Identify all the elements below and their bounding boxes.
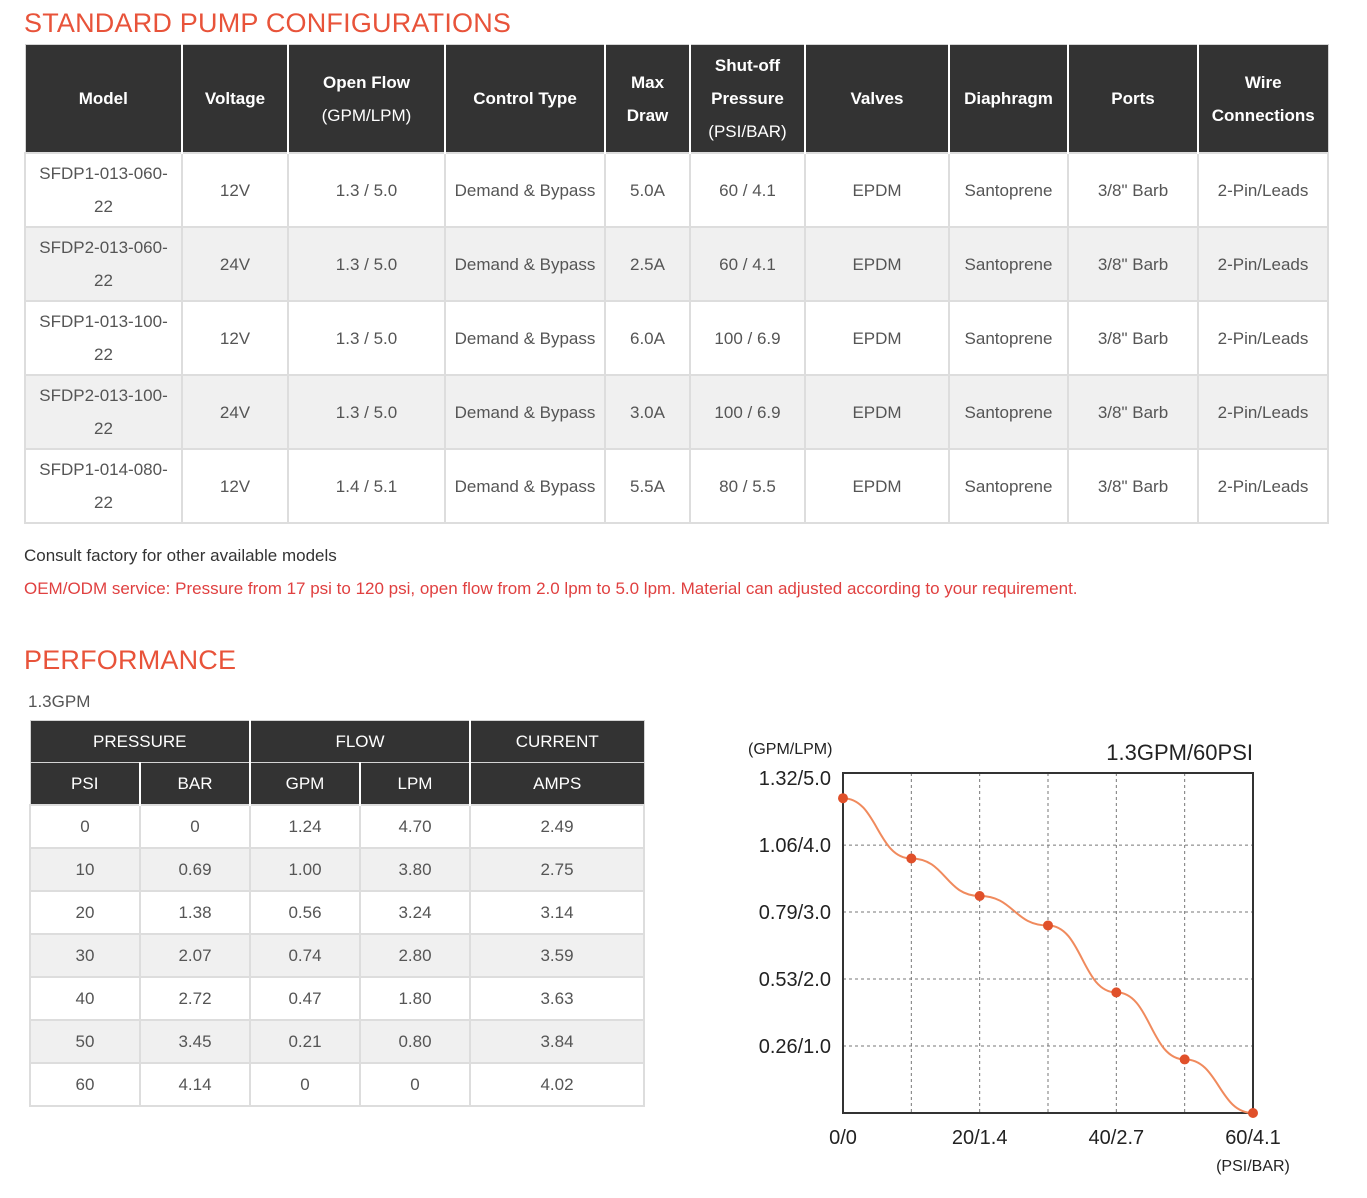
table-row	[30, 805, 644, 848]
performance-chart	[738, 728, 1298, 1178]
table-cell: 10	[30, 848, 140, 891]
table-cell: 2.5A	[605, 227, 690, 301]
config-header-label: Wire Connections	[1211, 72, 1315, 125]
perf-sub-header-row	[30, 763, 644, 806]
table-cell: 1.00	[250, 848, 360, 891]
table-cell: 3.14	[470, 891, 644, 934]
config-header-8	[1068, 45, 1198, 154]
config-header-9	[1198, 45, 1328, 154]
oem-note: OEM/ODM service: Pressure from 17 psi to 120 psi, open flow from 2.0 lpm to 5.0 lpm. Material can adjusted according to your requirement.	[24, 579, 1078, 598]
table-cell: 3/8" Barb	[1068, 449, 1198, 523]
table-cell: 5.5A	[605, 449, 690, 523]
table-cell: 100 / 6.9	[690, 301, 805, 375]
data-point	[1248, 1108, 1258, 1118]
table-row	[30, 1063, 644, 1106]
table-cell: Demand & Bypass	[445, 375, 605, 449]
table-cell: 24V	[182, 227, 288, 301]
table-cell: 60 / 4.1	[690, 227, 805, 301]
x-axis-label: (PSI/BAR)	[1216, 1158, 1290, 1175]
perf-subheader-lpm: LPM	[360, 763, 470, 806]
table-cell: 30	[30, 934, 140, 977]
table-row	[30, 1020, 644, 1063]
perf-subheader-amps: AMPS	[470, 763, 644, 806]
table-row	[30, 848, 644, 891]
config-header-5	[690, 45, 805, 154]
config-header-label: Voltage	[204, 89, 266, 108]
config-header-unit: (GPM/LPM)	[321, 105, 412, 125]
table-cell: 100 / 6.9	[690, 375, 805, 449]
perf-header-pressure: PRESSURE	[30, 721, 250, 763]
table-cell: SFDP2-013-100-22	[25, 375, 182, 449]
config-header-2	[288, 45, 445, 154]
table-cell: 1.3 / 5.0	[288, 227, 445, 301]
table-cell: EPDM	[805, 301, 949, 375]
table-row	[25, 153, 1328, 227]
table-cell: 3/8" Barb	[1068, 375, 1198, 449]
perf-subheader-bar: BAR	[140, 763, 250, 806]
table-cell: EPDM	[805, 449, 949, 523]
config-header-label: Max Draw	[626, 72, 669, 125]
x-tick-label: 60/4.1	[1225, 1127, 1281, 1149]
data-point	[838, 793, 848, 803]
table-cell: Santoprene	[949, 227, 1068, 301]
x-tick-label: 20/1.4	[951, 1127, 1008, 1149]
table-cell: 0.69	[140, 848, 250, 891]
pump-config-table	[24, 44, 1329, 524]
table-cell: 2.07	[140, 934, 250, 977]
table-cell: EPDM	[805, 227, 949, 301]
config-header-label: Ports	[1111, 89, 1155, 108]
table-cell: Demand & Bypass	[445, 153, 605, 227]
table-cell: 2-Pin/Leads	[1198, 153, 1328, 227]
data-point	[1111, 987, 1121, 997]
consult-note: Consult factory for other available models	[24, 546, 337, 565]
table-row	[25, 375, 1328, 449]
table-cell: Santoprene	[949, 449, 1068, 523]
table-cell: 0	[140, 805, 250, 848]
table-cell: 3.63	[470, 977, 644, 1020]
config-header-1	[182, 45, 288, 154]
table-cell: Santoprene	[949, 301, 1068, 375]
table-cell: 0.56	[250, 891, 360, 934]
table-cell: 80 / 5.5	[690, 449, 805, 523]
table-cell: 2.75	[470, 848, 644, 891]
table-cell: Demand & Bypass	[445, 301, 605, 375]
table-cell: 40	[30, 977, 140, 1020]
table-cell: 24V	[182, 375, 288, 449]
table-row	[30, 891, 644, 934]
table-cell: 3.45	[140, 1020, 250, 1063]
perf-group-header-row	[30, 721, 644, 763]
table-row	[25, 301, 1328, 375]
table-cell: Santoprene	[949, 153, 1068, 227]
data-point	[1043, 920, 1053, 930]
config-header-label: Control Type	[473, 89, 577, 108]
performance-table	[29, 720, 645, 1107]
table-cell: 1.3 / 5.0	[288, 153, 445, 227]
table-cell: 3.80	[360, 848, 470, 891]
y-tick-label: 1.06/4.0	[758, 835, 831, 858]
table-cell: SFDP1-014-080-22	[25, 449, 182, 523]
data-point	[906, 853, 916, 863]
table-cell: 1.4 / 5.1	[288, 449, 445, 523]
perf-subheader-gpm: GPM	[250, 763, 360, 806]
table-cell: 2.72	[140, 977, 250, 1020]
table-cell: 12V	[182, 153, 288, 227]
table-row	[25, 449, 1328, 523]
config-header-4	[605, 45, 690, 154]
table-cell: 3.24	[360, 891, 470, 934]
config-header-label: Model	[78, 89, 128, 108]
table-cell: 12V	[182, 301, 288, 375]
config-header-row	[25, 45, 1328, 154]
table-cell: 1.38	[140, 891, 250, 934]
table-cell: Santoprene	[949, 375, 1068, 449]
table-cell: 2-Pin/Leads	[1198, 375, 1328, 449]
table-cell: 0.21	[250, 1020, 360, 1063]
table-cell: 2-Pin/Leads	[1198, 449, 1328, 523]
config-header-label: Open Flow	[323, 72, 410, 92]
config-header-label: Diaphragm	[964, 89, 1053, 108]
perf-header-flow: FLOW	[250, 721, 470, 763]
table-cell: 0.47	[250, 977, 360, 1020]
table-cell: 60	[30, 1063, 140, 1106]
config-header-label: Shut-off Pressure	[711, 56, 784, 108]
config-header-label: Valves	[850, 89, 904, 108]
table-cell: 2.49	[470, 805, 644, 848]
table-row	[30, 934, 644, 977]
table-cell: EPDM	[805, 375, 949, 449]
table-cell: Demand & Bypass	[445, 227, 605, 301]
table-cell: Demand & Bypass	[445, 449, 605, 523]
config-header-0	[25, 45, 182, 154]
perf-header-current: CURRENT	[470, 721, 644, 763]
table-row	[25, 227, 1328, 301]
table-cell: 3.0A	[605, 375, 690, 449]
y-axis-label: (GPM/LPM)	[748, 741, 833, 758]
table-cell: 1.3 / 5.0	[288, 301, 445, 375]
table-cell: 6.0A	[605, 301, 690, 375]
table-cell: SFDP2-013-060-22	[25, 227, 182, 301]
table-cell: 50	[30, 1020, 140, 1063]
config-title: STANDARD PUMP CONFIGURATIONS	[24, 8, 512, 38]
table-cell: 1.24	[250, 805, 360, 848]
table-cell: 1.3 / 5.0	[288, 375, 445, 449]
table-cell: 0	[250, 1063, 360, 1106]
table-cell: EPDM	[805, 153, 949, 227]
x-tick-label: 40/2.7	[1088, 1127, 1145, 1149]
table-cell: 0.80	[360, 1020, 470, 1063]
chart-title: 1.3GPM/60PSI	[1106, 740, 1253, 765]
x-tick-label: 0/0	[829, 1127, 857, 1149]
table-cell: 0.74	[250, 934, 360, 977]
table-cell: 0	[30, 805, 140, 848]
table-cell: 4.70	[360, 805, 470, 848]
y-tick-label: 0.79/3.0	[758, 902, 831, 925]
table-row	[30, 977, 644, 1020]
table-cell: 20	[30, 891, 140, 934]
y-tick-label: 1.32/5.0	[758, 768, 831, 791]
table-cell: SFDP1-013-100-22	[25, 301, 182, 375]
table-cell: 60 / 4.1	[690, 153, 805, 227]
table-cell: 1.80	[360, 977, 470, 1020]
table-cell: SFDP1-013-060-22	[25, 153, 182, 227]
perf-subheader-psi: PSI	[30, 763, 140, 806]
config-header-7	[949, 45, 1068, 154]
performance-title: PERFORMANCE	[24, 645, 237, 675]
y-tick-label: 0.53/2.0	[758, 969, 831, 992]
table-cell: 2-Pin/Leads	[1198, 301, 1328, 375]
table-cell: 5.0A	[605, 153, 690, 227]
table-cell: 3/8" Barb	[1068, 227, 1198, 301]
config-header-3	[445, 45, 605, 154]
table-cell: 0	[360, 1063, 470, 1106]
table-cell: 2-Pin/Leads	[1198, 227, 1328, 301]
table-cell: 3/8" Barb	[1068, 153, 1198, 227]
config-header-unit: (PSI/BAR)	[708, 122, 787, 141]
data-point	[975, 891, 985, 901]
table-cell: 3/8" Barb	[1068, 301, 1198, 375]
y-tick-label: 0.26/1.0	[758, 1036, 831, 1059]
table-cell: 4.02	[470, 1063, 644, 1106]
config-header-6	[805, 45, 949, 154]
performance-subtitle: 1.3GPM	[28, 692, 91, 711]
table-cell: 4.14	[140, 1063, 250, 1106]
table-cell: 3.84	[470, 1020, 644, 1063]
table-cell: 12V	[182, 449, 288, 523]
data-point	[1180, 1054, 1190, 1064]
table-cell: 2.80	[360, 934, 470, 977]
table-cell: 3.59	[470, 934, 644, 977]
